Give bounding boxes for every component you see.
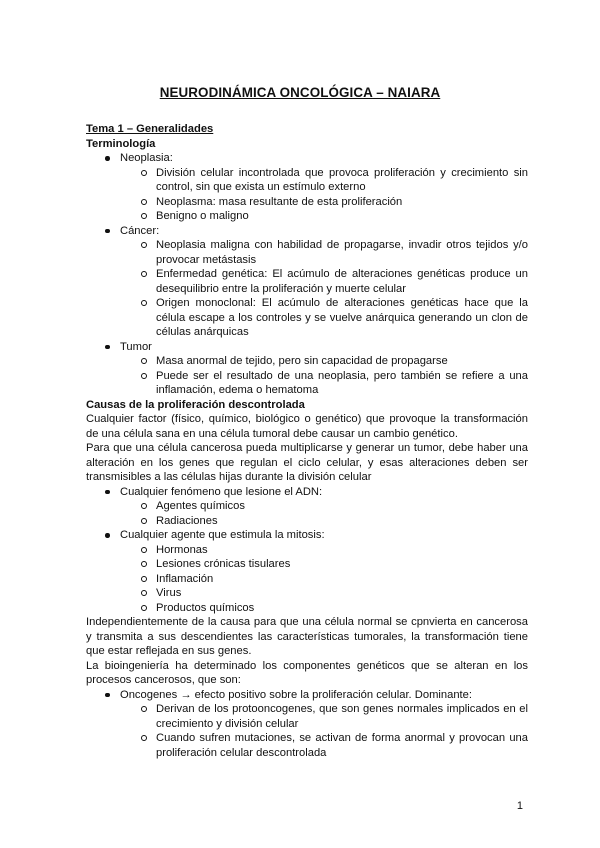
oncogenes-label: Oncogenes → efecto positivo sobre la proliferación celular. Dominante: [120,688,472,701]
list-item: Cuando sufren mutaciones, se activan de forma anormal y provocan una proliferación celular descontrolada [120,731,528,760]
paragraph: Independientemente de la causa para que una célula normal se cpnvierta en cancerosa y transmita a sus descendientes las características tumorales, la transformación tiene que estar reflejada en sus genes. [86,616,528,657]
cancer-label: Cáncer: [120,224,160,237]
sub-list [120,166,528,224]
list-item: Puede ser el resultado de una neoplasia, pero también se refiere a una inflamación, edema o hematoma [120,369,528,398]
terminology-list [86,151,528,398]
list-item: Enfermedad genética: El acúmulo de alteraciones genéticas produce un desequilibrio entre la proliferación y muerte celular [120,267,528,296]
tumor-label: Tumor [120,340,152,353]
subheading-causas: Causas de la proliferación descontrolada [86,398,305,411]
list-item: Neoplasma: masa resultante de esta proliferación [120,195,528,210]
document-title: NEURODINÁMICA ONCOLÓGICA – NAIARA [159,85,441,100]
list-item: Derivan de los protooncogenes, que son genes normales implicados en el crecimiento y división celular [120,702,528,731]
list-item-mitosis [86,528,528,615]
list-item: Virus [120,586,528,601]
causes-list [86,485,528,616]
mitosis-label: Cualquier agente que estimula la mitosis: [120,529,325,541]
sub-list [120,238,528,340]
list-item: Origen monoclonal: El acúmulo de alteraciones genéticas hace que la célula escape a los controles y se vuelve anárquica generando un clon de células anárquicas [120,296,528,340]
list-item: Inflamación [120,572,528,587]
document-body [86,122,528,760]
list-item-adn [86,485,528,529]
list-item: Radiaciones [120,514,528,529]
list-item-neoplasia [86,151,528,224]
list-item: Agentes químicos [120,499,528,514]
list-item: Neoplasia maligna con habilidad de propagarse, invadir otros tejidos y/o provocar metástasis [120,238,528,267]
list-item-tumor [86,340,528,398]
components-list [86,688,528,761]
page-number: 1 [516,800,523,812]
paragraph: La bioingeniería ha determinado los componentes genéticos que se alteran en los procesos cancerosos, que son: [86,659,528,686]
adn-label: Cualquier fenómeno que lesione el ADN: [120,485,323,498]
sub-list [120,543,528,616]
list-item: División celular incontrolada que provoca proliferación y crecimiento sin control, sin que exista un estímulo externo [120,166,528,195]
paragraph: Cualquier factor (físico, químico, biológico o genético) que provoque la transformación de una célula sana en una célula tumoral debe causar un cambio genético. [86,413,528,440]
sub-list [120,499,528,528]
list-item: Masa anormal de tejido, pero sin capacidad de propagarse [120,354,528,369]
list-item-oncogenes [86,688,528,761]
paragraph: Para que una célula cancerosa pueda multiplicarse y generar un tumor, debe haber una alteración en los genes que regulan el ciclo celular, y esas alteraciones deben ser transmisibles a las células hijas durante la división celular [86,442,528,483]
list-item-cancer [86,224,528,340]
list-item: Productos químicos [120,601,528,616]
sub-list [120,702,528,760]
section-heading-tema: Tema 1 – Generalidades [86,123,214,135]
subheading-terminologia: Terminología [86,137,156,150]
list-item: Lesiones crónicas tisulares [120,557,528,572]
list-item: Hormonas [120,543,528,558]
sub-list [120,354,528,398]
neoplasia-label: Neoplasia: [120,152,173,164]
list-item: Benigno o maligno [120,209,528,224]
